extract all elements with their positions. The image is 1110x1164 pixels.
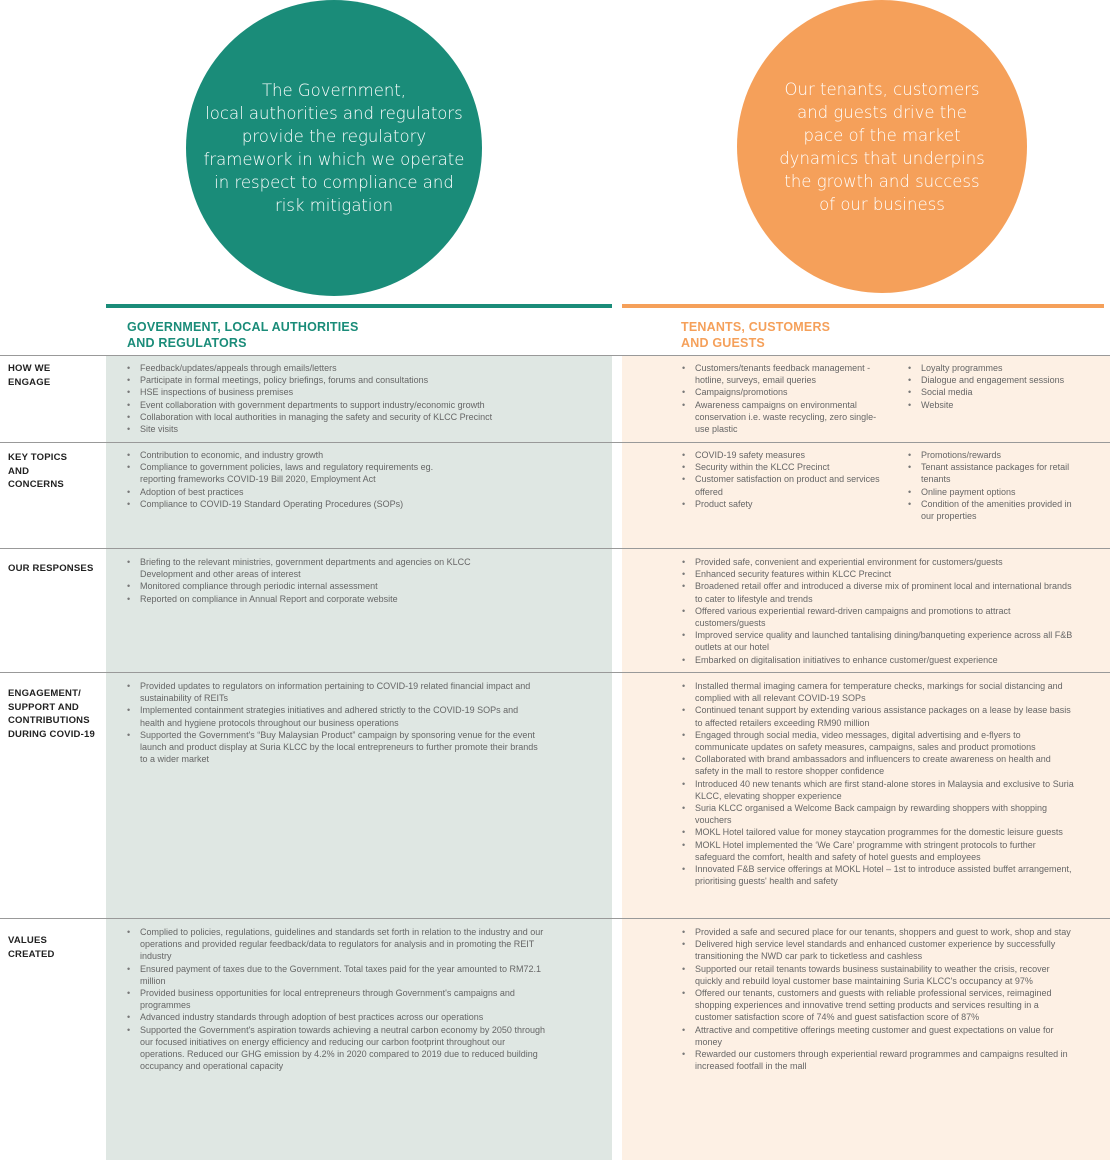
list-item: • Supported the Government's aspiration towards achieving a neutral carbon economy by 2050 through our focused initiatives on energy efficiency and reducing our carbon footprint throughout our operations. Reduced our GHG emission by 4.2% in 2020 compared to 2019 due to reduced building occupancy and operational capacity bbox=[125, 1024, 545, 1073]
row-label-how-we-engage: HOW WE ENGAGE bbox=[8, 363, 51, 388]
list-item: • Awareness campaigns on environmental conservation i.e. waste recycling, zero single-use plastic bbox=[680, 399, 890, 436]
list-item: • Provided updates to regulators on information pertaining to COVID-19 related financial impact and sustainability of REITs bbox=[125, 680, 545, 704]
row-divider bbox=[0, 442, 1110, 443]
list-item: • Improved service quality and launched tantalising dining/banqueting experience across all F&B outlets at our hotel bbox=[680, 629, 1075, 653]
list-item: • Rewarded our customers through experiential reward programmes and campaigns resulted in increased footfall in the mall bbox=[680, 1048, 1078, 1072]
list-item: • Offered various experiential reward-driven campaigns and promotions to attract customers/guests bbox=[680, 605, 1075, 629]
government-values-list bbox=[125, 926, 545, 1072]
tenants-values-list bbox=[680, 926, 1078, 1072]
list-item: • Ensured payment of taxes due to the Government. Total taxes paid for the year amounted to RM72.1 million bbox=[125, 963, 545, 987]
list-item: • COVID-19 safety measures bbox=[680, 449, 880, 461]
list-item: • Collaboration with local authorities in managing the safety and security of KLCC Precinct bbox=[125, 411, 595, 423]
tenants-header-bar bbox=[622, 304, 1104, 308]
tenants-topics-list-b bbox=[906, 449, 1086, 522]
list-item: • Customer satisfaction on product and services offered bbox=[680, 473, 880, 497]
government-circle-text: The Government, local authorities and regulators provide the regulatory framework in which we operate in respect to compliance and risk mitigation bbox=[203, 81, 465, 215]
list-item: • Online payment options bbox=[906, 486, 1086, 498]
row-label-key-topics: KEY TOPICS AND CONCERNS bbox=[8, 452, 68, 490]
list-item: • Implemented containment strategies initiatives and adhered strictly to the COVID-19 SOPs and health and hygiene protocols throughout our business operations bbox=[125, 704, 545, 728]
list-item: • Broadened retail offer and introduced a diverse mix of prominent local and international brands to cater to lifestyle and trends bbox=[680, 580, 1075, 604]
list-item: • Reported on compliance in Annual Report and corporate website bbox=[125, 593, 480, 605]
list-item: • Website bbox=[906, 399, 1106, 411]
tenants-circle bbox=[737, 0, 1027, 293]
row-divider bbox=[0, 918, 1110, 919]
list-item: • Delivered high service level standards and enhanced customer experience by successfully transitioning the NWD car park to ticketless and cashless bbox=[680, 938, 1078, 962]
list-item: • Loyalty programmes bbox=[906, 362, 1106, 374]
row-label-our-responses: OUR RESPONSES bbox=[8, 563, 94, 574]
list-item: • HSE inspections of business premises bbox=[125, 386, 595, 398]
list-item: • Installed thermal imaging camera for temperature checks, markings for social distancing and complied with all relevant COVID-19 SOPs bbox=[680, 680, 1075, 704]
government-header-bar bbox=[106, 304, 612, 308]
list-item: • Engaged through social media, video messages, digital advertising and e-flyers to communicate updates on safety measures, campaigns, sales and product promotions bbox=[680, 729, 1075, 753]
government-column-header: GOVERNMENT, LOCAL AUTHORITIES AND REGULATORS bbox=[127, 320, 359, 350]
list-item: • Feedback/updates/appeals through emails/letters bbox=[125, 362, 595, 374]
government-circle bbox=[186, 0, 482, 296]
list-item: • Provided business opportunities for local entrepreneurs through Government's campaigns and programmes bbox=[125, 987, 545, 1011]
government-engage-list bbox=[125, 362, 595, 435]
row-label-covid-engagement: ENGAGEMENT/ SUPPORT AND CONTRIBUTIONS DURING COVID-19 bbox=[8, 688, 95, 740]
list-item: • Promotions/rewards bbox=[906, 449, 1086, 461]
list-item: • Supported the Government's “Buy Malaysian Product” campaign by sponsoring venue for the event launch and product display at Suria KLCC by the local entrepreneurs to further promote their brands to a wider market bbox=[125, 729, 545, 766]
row-label-values-created: VALUES CREATED bbox=[8, 935, 55, 960]
list-item: • Compliance to government policies, laws and regulatory requirements eg. reporting frameworks COVID-19 Bill 2020, Employment Act bbox=[125, 461, 445, 485]
tenants-covid-list bbox=[680, 680, 1075, 887]
list-item: • MOKL Hotel tailored value for money staycation programmes for the domestic leisure guests bbox=[680, 826, 1075, 838]
list-item: • Customers/tenants feedback management - hotline, surveys, email queries bbox=[680, 362, 890, 386]
list-item: • Provided safe, convenient and experiential environment for customers/guests bbox=[680, 556, 1075, 568]
list-item: • Briefing to the relevant ministries, government departments and agencies on KLCC Development and other areas of interest bbox=[125, 556, 480, 580]
list-item: • Event collaboration with government departments to support industry/economic growth bbox=[125, 399, 595, 411]
row-divider bbox=[0, 672, 1110, 673]
list-item: • Compliance to COVID-19 Standard Operating Procedures (SOPs) bbox=[125, 498, 445, 510]
tenants-column-header: TENANTS, CUSTOMERS AND GUESTS bbox=[681, 320, 831, 350]
list-item: • Continued tenant support by extending various assistance packages on a lease by lease basis to affected retailers exceeding RM90 million bbox=[680, 704, 1075, 728]
list-item: • Tenant assistance packages for retail tenants bbox=[906, 461, 1086, 485]
tenants-responses-list bbox=[680, 556, 1075, 666]
tenants-engage-list-b bbox=[906, 362, 1106, 411]
list-item: • Offered our tenants, customers and guests with reliable professional services, reimagined shopping experiences and innovative trend setting products and services resulting in a customer satisfaction score of 74% and guest satisfaction score of 87% bbox=[680, 987, 1078, 1024]
list-item: • Participate in formal meetings, policy briefings, forums and consultations bbox=[125, 374, 595, 386]
list-item: • Attractive and competitive offerings meeting customer and guest expectations on value for money bbox=[680, 1024, 1078, 1048]
list-item: • Suria KLCC organised a Welcome Back campaign by rewarding shoppers with shopping vouchers bbox=[680, 802, 1075, 826]
tenants-engage-list-a bbox=[680, 362, 890, 435]
list-item: • Introduced 40 new tenants which are first stand-alone stores in Malaysia and exclusive to Suria KLCC, elevating shopper experience bbox=[680, 778, 1075, 802]
list-item: • Enhanced security features within KLCC Precinct bbox=[680, 568, 1075, 580]
list-item: • Site visits bbox=[125, 423, 595, 435]
government-topics-list bbox=[125, 449, 445, 510]
list-item: • Campaigns/promotions bbox=[680, 386, 890, 398]
row-divider bbox=[0, 355, 1110, 356]
list-item: • Contribution to economic, and industry growth bbox=[125, 449, 445, 461]
list-item: • Complied to policies, regulations, guidelines and standards set forth in relation to the industry and our operations and provided regular feedback/data to regulators for analysis and in promoting the REIT industry bbox=[125, 926, 545, 963]
government-covid-list bbox=[125, 680, 545, 765]
list-item: • Monitored compliance through periodic internal assessment bbox=[125, 580, 480, 592]
list-item: • Condition of the amenities provided in our properties bbox=[906, 498, 1086, 522]
row-divider bbox=[0, 548, 1110, 549]
list-item: • Social media bbox=[906, 386, 1106, 398]
list-item: • Embarked on digitalisation initiatives to enhance customer/guest experience bbox=[680, 654, 1075, 666]
list-item: • Adoption of best practices bbox=[125, 486, 445, 498]
list-item: • Collaborated with brand ambassadors and influencers to create awareness on health and safety in the mall to restore shopper confidence bbox=[680, 753, 1075, 777]
government-responses-list bbox=[125, 556, 480, 605]
list-item: • MOKL Hotel implemented the ‘We Care’ programme with stringent protocols to further safeguard the comfort, health and safety of hotel guests and employees bbox=[680, 839, 1075, 863]
list-item: • Advanced industry standards through adoption of best practices across our operations bbox=[125, 1011, 545, 1023]
list-item: • Supported our retail tenants towards business sustainability to weather the crisis, recover quickly and rebuild loyal customer base maintaining Suria KLCC's occupancy at 97% bbox=[680, 963, 1078, 987]
list-item: • Provided a safe and secured place for our tenants, shoppers and guest to work, shop and stay bbox=[680, 926, 1078, 938]
list-item: • Dialogue and engagement sessions bbox=[906, 374, 1106, 386]
list-item: • Innovated F&B service offerings at MOKL Hotel – 1st to introduce assisted buffet arrangement, prioritising guests' health and safety bbox=[680, 863, 1075, 887]
list-item: • Product safety bbox=[680, 498, 880, 510]
tenants-topics-list-a bbox=[680, 449, 880, 510]
tenants-circle-text: Our tenants, customers and guests drive the pace of the market dynamics that underpins the growth and success of our business bbox=[779, 79, 985, 214]
list-item: • Security within the KLCC Precinct bbox=[680, 461, 880, 473]
